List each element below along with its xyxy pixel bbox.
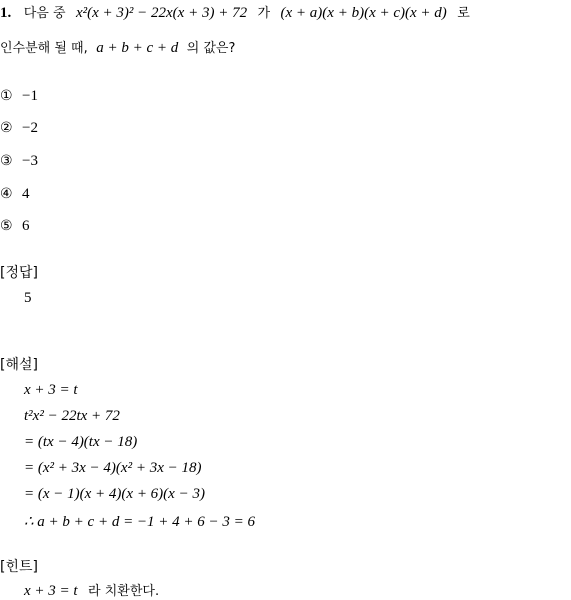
question-line-1 [0,2,470,22]
choice-mark: ④ [0,186,13,202]
explanation-line-2: t²x² − 22tx + 72 [24,408,120,424]
explanation-line-6: ∴ a + b + c + d = −1 + 4 + 6 − 3 = 6 [24,514,256,530]
hint-text: 라 치환한다. [88,584,160,599]
hint-line [24,580,159,600]
question-line-2 [0,37,235,57]
question-factors: (x + a)(x + b)(x + c)(x + d) [280,5,447,21]
hint-header: [힌트] [0,559,38,575]
choice-2[interactable] [0,120,38,137]
choice-mark: ③ [0,153,13,169]
choice-mark: ② [0,120,13,136]
choice-3[interactable] [0,153,38,170]
explanation-header: [해설] [0,357,38,373]
question-number: 1. [0,5,12,21]
choice-value: 4 [22,186,30,202]
explanation-line-3: = (tx − 4)(tx − 18) [24,434,138,450]
explanation-line-4: = (x² + 3x − 4)(x² + 3x − 18) [24,460,202,476]
explanation-line-5: = (x − 1)(x + 4)(x + 6)(x − 3) [24,486,205,502]
hint-expression: x + 3 = t [24,583,78,599]
explanation-line-1: x + 3 = t [24,382,78,398]
choice-value: −1 [22,88,38,104]
choice-1[interactable] [0,88,38,105]
answer-value: 5 [24,290,32,306]
question-text: 가 [257,6,271,21]
question-text: 의 값은? [186,41,236,56]
choice-value: −3 [22,153,38,169]
choice-mark: ⑤ [0,218,13,234]
question-text: 다음 중 [23,6,66,21]
choice-value: 6 [22,218,30,234]
question-expression: a + b + c + d [96,40,179,56]
answer-header: [정답] [0,265,38,281]
choice-5[interactable] [0,218,30,235]
question-text: 로 [457,6,470,21]
choice-4[interactable] [0,186,30,203]
choice-value: −2 [22,120,38,136]
question-text: 인수분해 될 때, [0,41,88,56]
choice-mark: ① [0,88,13,104]
question-expression: x²(x + 3)² − 22x(x + 3) + 72 [75,5,248,21]
